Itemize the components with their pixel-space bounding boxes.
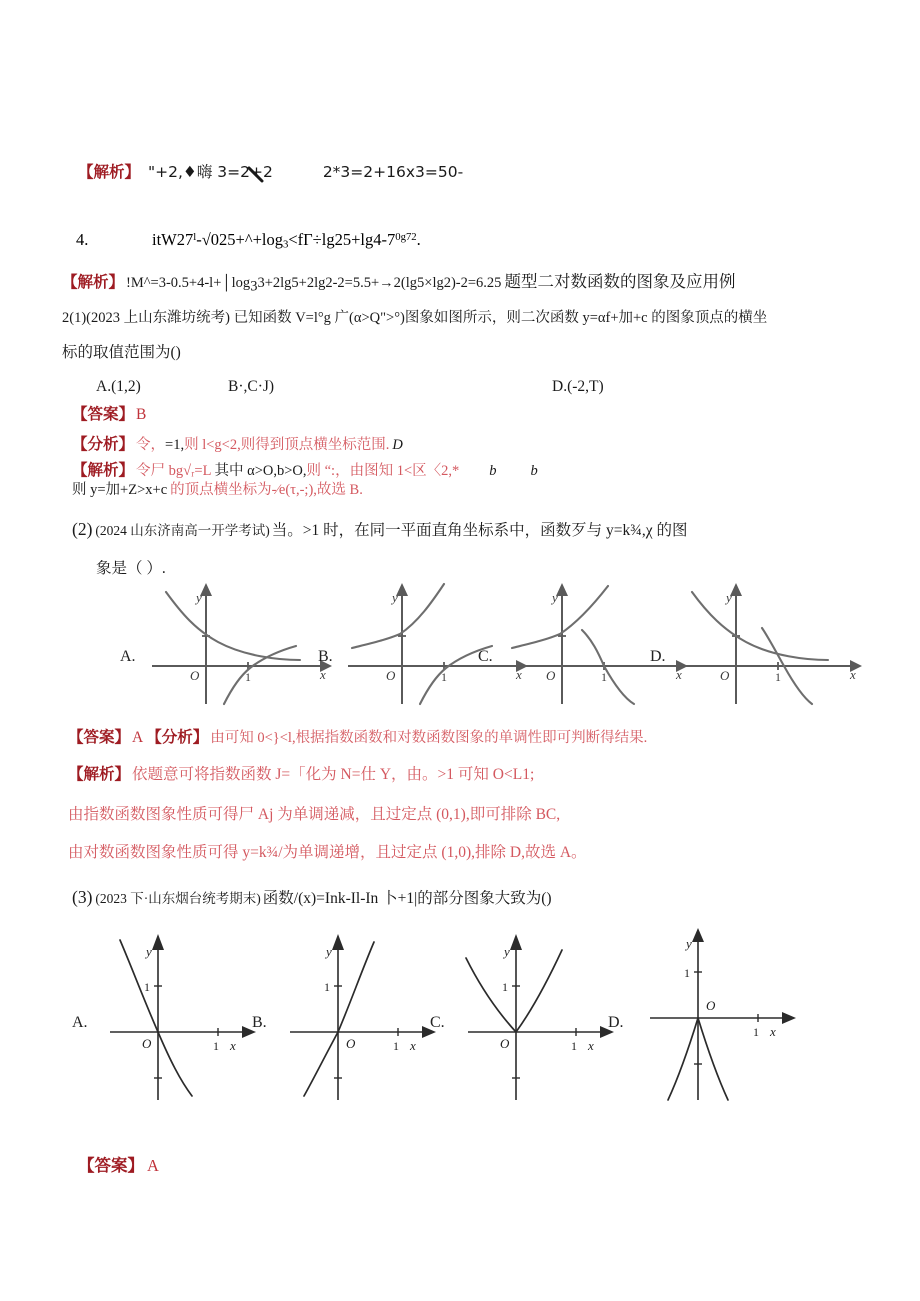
jiexi-q2-text: 依题意可将指数函数 J=「化为 N=仕 Y，由。>1 可知 O<L1; <box>132 766 535 783</box>
y-axis-label-c1: y <box>552 590 558 605</box>
tick-y-label-d2: 1 <box>684 966 690 980</box>
item-4-pre: itW27 <box>152 230 194 249</box>
jiexi-q2-line <box>68 762 534 784</box>
fenxi-q2-text: 由可知 0<}<l,根据指数函数和对数函数图象的单调性即可判断得结果. <box>210 730 648 746</box>
y-axis-label-b2: y <box>326 944 332 959</box>
figure-row2-label-b: B. <box>252 1014 267 1031</box>
jiexi-q1-l2-black: 则 y=加+Z>x+c <box>72 482 168 498</box>
option-d-q1[interactable]: D.(-2,T) <box>552 378 604 395</box>
tick-y-label-b2: 1 <box>324 980 330 994</box>
figure-row2-panel-d <box>640 928 820 1100</box>
jiexi-q1-l2-red: 的顶点横坐标为-⁄e(τ,-;),故选 B. <box>170 482 363 498</box>
y-axis-label-d1: y <box>726 590 732 605</box>
graph-c-row1 <box>504 578 694 704</box>
graph-d-row1 <box>678 578 868 704</box>
origin-label-c1: O <box>546 668 556 683</box>
graph-d-row2 <box>640 928 820 1100</box>
question-2-source: (2024 山东济南高一开学考试) <box>95 523 270 538</box>
jiexi-q1-ital1: b <box>489 463 497 479</box>
answer-label: 【答案】 <box>72 405 135 423</box>
question-2-number: (2) <box>72 519 93 539</box>
item-4-sup: l <box>193 231 197 244</box>
fenxi-q1-red1: 令， <box>136 437 166 453</box>
jiexi-q1-label: 【解析】 <box>72 461 135 479</box>
jiexi-2-cjk-run: 题型二对数函数的图象及应用例 <box>504 272 736 291</box>
question-2-line2: 象是（ ）. <box>96 560 166 577</box>
fenxi-q1-line <box>72 432 403 454</box>
answer-q1-value: B <box>136 406 147 423</box>
answer-q2-line <box>68 725 647 747</box>
jiexi-2-line1 <box>62 268 735 296</box>
figure-row1-label-c: C. <box>478 648 493 665</box>
item-4-post: <fΓ÷lg25+lg4-7 <box>288 230 396 249</box>
option-b-q1[interactable]: B·,C·J) <box>228 378 275 395</box>
origin-label-c2: O <box>500 1036 510 1051</box>
tick-y-label-a2: 1 <box>144 980 150 994</box>
y-axis-label-a1: y <box>196 590 202 605</box>
jiexi-2-black-run: !M^=3-0.5+4-l+│log <box>126 275 251 291</box>
stroke-mark-icon <box>247 165 269 185</box>
item-4-sub: 3 <box>282 238 289 251</box>
jiexi-2-black-sub: 3 <box>250 278 258 295</box>
jiexi-q2-line3: 由对数函数图象性质可得 y=k¾/为单调递增，且过定点 (1,0),排除 D,故选 A。 <box>68 844 587 861</box>
y-axis-label-b1: y <box>392 590 398 605</box>
tick-x-label-b1: 1 <box>441 670 447 684</box>
figure-row1-label-a: A. <box>120 648 136 665</box>
question-2-text: 当。>1 时，在同一平面直角坐标系中，函数歹与 y=k¾,χ 的图 <box>271 522 688 539</box>
jiexi-top-line <box>78 160 463 182</box>
item-4-sup2: 0g72 <box>395 231 417 244</box>
item-4-expression <box>152 230 421 251</box>
tick-x-label-a2: 1 <box>213 1039 219 1053</box>
tick-x-label-c1: 1 <box>601 670 607 684</box>
x-axis-label-d1: x <box>850 667 856 682</box>
jiexi-q1-line2 <box>72 478 363 499</box>
question-3-number: (3) <box>72 887 93 907</box>
graph-a-row1 <box>148 578 338 704</box>
item-4-mid: -√025+^+log <box>196 230 283 249</box>
tick-x-label-d1: 1 <box>775 670 781 684</box>
tick-y-label-c2: 1 <box>502 980 508 994</box>
question-3-text: 函数/(x)=Ink-Il-In 卜+1|的部分图象大致为() <box>262 890 552 907</box>
jiexi-q1-red1: 令尸 bg√ᵣ=L <box>136 463 212 479</box>
answer-q3-value: A <box>147 1156 159 1175</box>
y-axis-label-c2: y <box>504 944 510 959</box>
question-3-source: (2023 下·山东烟台统考期末) <box>95 891 261 906</box>
figure-row1-panel-c <box>504 578 694 704</box>
x-axis-label-c2: x <box>588 1038 594 1053</box>
jiexi-2-line2: 2(1)(2023 上山东潍坊统考) 已知函数 V=l°g 广(α>Q">°)图象如图所示，则二次函数 y=αf+加+c 的图象顶点的横坐 <box>62 310 768 326</box>
tick-x-label-d2: 1 <box>753 1025 759 1039</box>
origin-label-b1: O <box>386 668 396 683</box>
jiexi-q1-ital2: b <box>530 463 538 479</box>
jiexi-2-label: 【解析】 <box>62 273 125 291</box>
jiexi-q1-black1: 其中 α>O,b>O, <box>214 463 307 479</box>
fenxi-q1-black1: =1, <box>165 437 185 453</box>
y-axis-label-d2: y <box>686 936 692 951</box>
figure-row2-label-a: A. <box>72 1014 88 1031</box>
tick-x-label-b2: 1 <box>393 1039 399 1053</box>
jiexi-q2-label: 【解析】 <box>68 765 131 783</box>
answer-q3-line <box>78 1152 159 1176</box>
answer-q2-label: 【答案】 <box>68 728 131 746</box>
fenxi-q1-red2: 则 l<g<2,则得到顶点横坐标范围. <box>184 437 390 453</box>
question-2-line1 <box>72 518 688 540</box>
x-axis-label-a1: x <box>320 667 326 682</box>
answer-q3-label: 【答案】 <box>78 1156 144 1175</box>
fenxi-label: 【分析】 <box>72 435 135 453</box>
item-4-number: 4. <box>76 230 89 249</box>
tick-x-label-c2: 1 <box>571 1039 577 1053</box>
origin-label-a2: O <box>142 1036 152 1051</box>
origin-label-b2: O <box>346 1036 356 1051</box>
jiexi-label: 【解析】 <box>78 163 141 181</box>
origin-label-a1: O <box>190 668 200 683</box>
answer-q1-line <box>72 402 146 424</box>
figure-row2-label-d: D. <box>608 1014 624 1031</box>
jiexi-q2-line2: 由指数函数图象性质可得尸 Aj 为单调递减，且过定点 (0,1),即可排除 BC, <box>68 806 561 823</box>
y-axis-label-a2: y <box>146 944 152 959</box>
jiexi-q1-line1 <box>72 458 538 480</box>
answer-q2-value: A <box>132 729 144 746</box>
tick-x-label-a1: 1 <box>245 670 251 684</box>
figure-row-1 <box>0 578 920 708</box>
fenxi-q2-label: 【分析】 <box>146 728 209 746</box>
jiexi-top-text2: 2*3=2+16x3=50- <box>322 163 464 181</box>
figure-row2-label-c: C. <box>430 1014 445 1031</box>
x-axis-label-c1: x <box>676 667 682 682</box>
figure-row1-label-b: B. <box>318 648 333 665</box>
figure-row1-panel-a <box>148 578 338 704</box>
x-axis-label-a2: x <box>230 1038 236 1053</box>
jiexi-2-black-run2: 3+2lg5+2lg2-2=5.5+→2(lg5×lg2)-2=6.25 <box>257 275 502 291</box>
question-3-line <box>72 886 552 908</box>
figure-row-2 <box>0 928 920 1098</box>
x-axis-label-b2: x <box>410 1038 416 1053</box>
x-axis-label-d2: x <box>770 1024 776 1039</box>
origin-label-d1: O <box>720 668 730 683</box>
option-a-q1[interactable]: A.(1,2) <box>96 378 141 395</box>
x-axis-label-b1: x <box>516 667 522 682</box>
jiexi-2-line3: 标的取值范围为() <box>62 344 181 361</box>
jiexi-q1-red2: 则 “:，由图知 1<区〈2,* <box>306 463 460 479</box>
item-4-end: . <box>416 230 421 249</box>
figure-row1-label-d: D. <box>650 648 666 665</box>
origin-label-d2: O <box>706 998 716 1013</box>
jiexi-top-text: "+2,♦嗨 3=2+2 <box>148 163 273 181</box>
figure-row1-panel-d <box>678 578 868 704</box>
fenxi-q1-ital: D <box>392 437 403 453</box>
